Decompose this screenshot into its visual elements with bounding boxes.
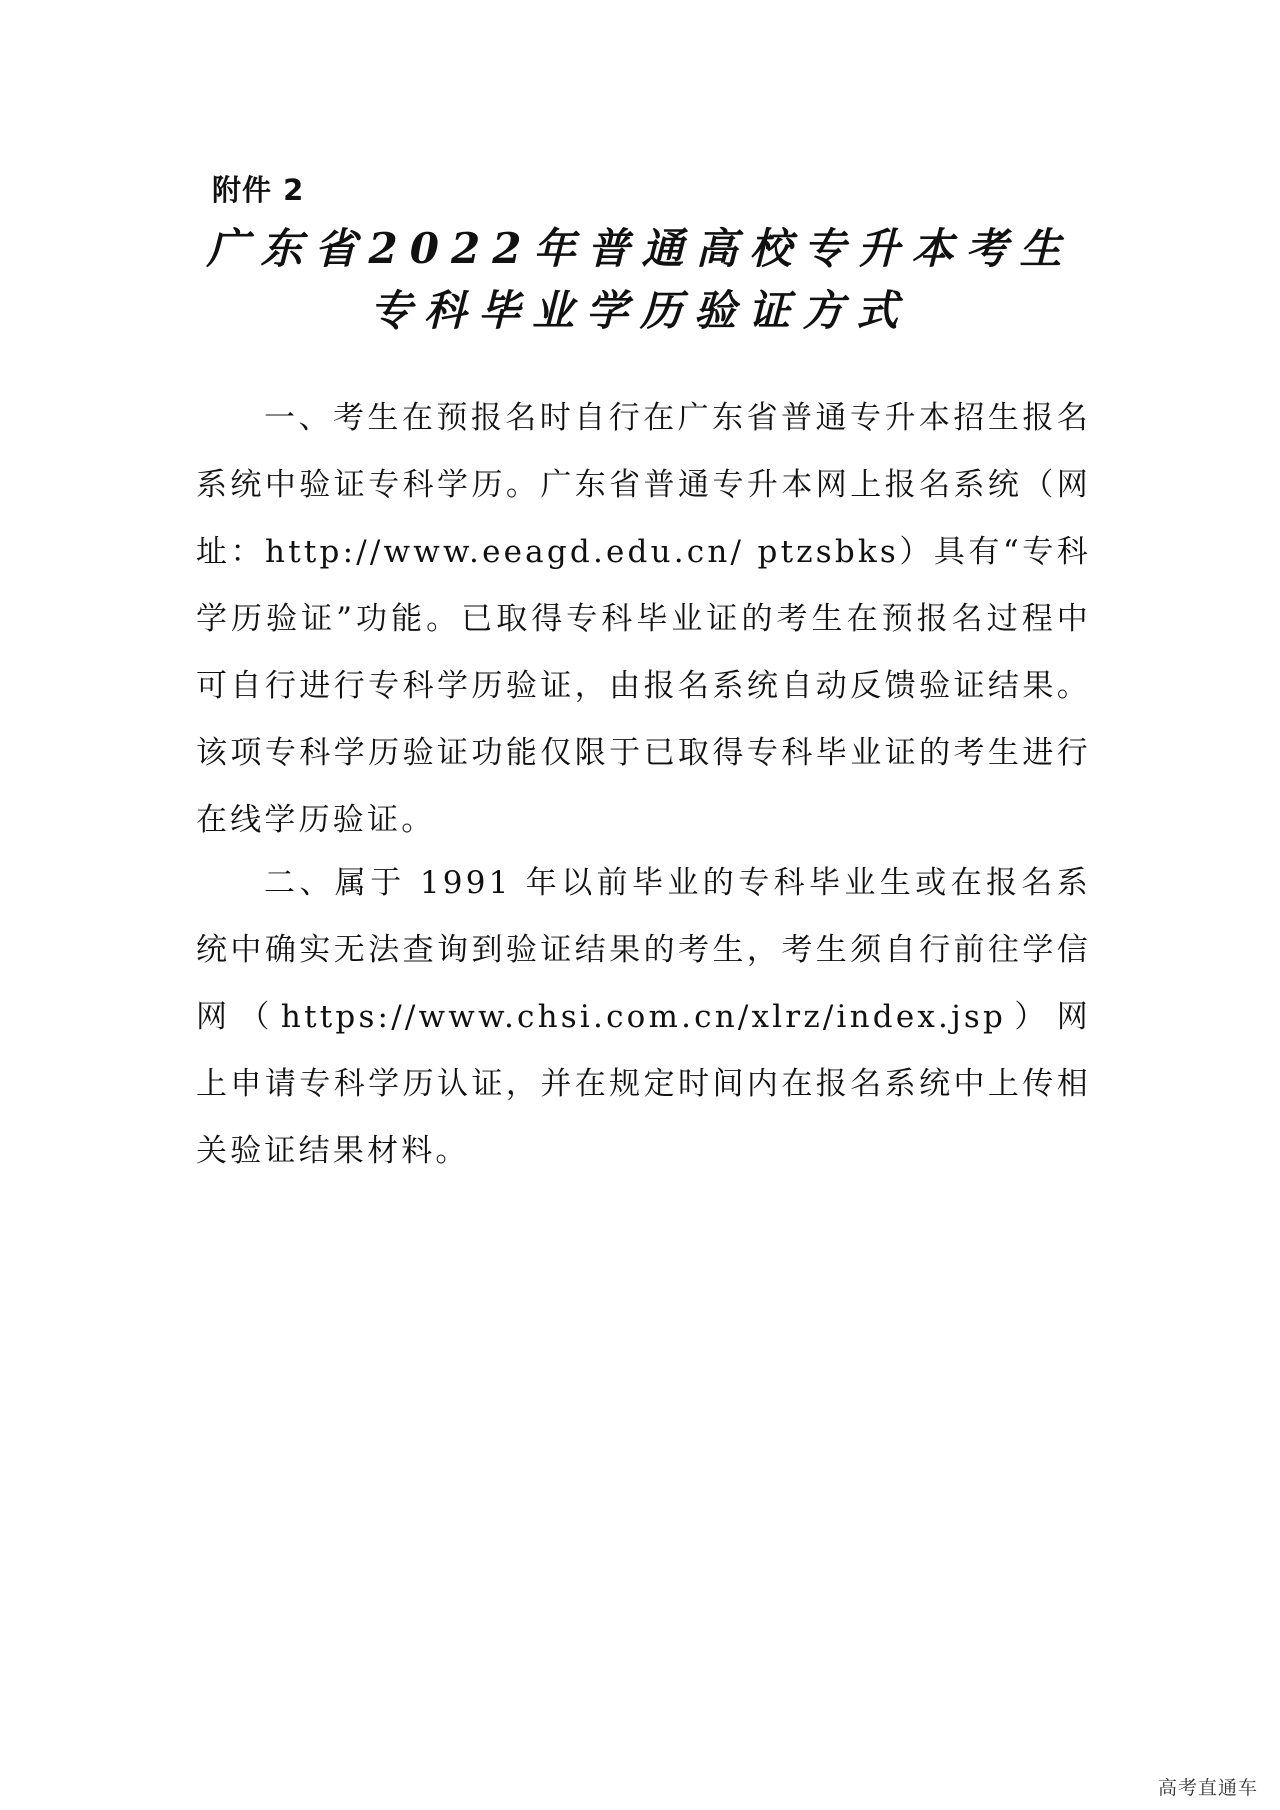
attachment-label: 附件 2 — [212, 173, 305, 207]
title-line-2: 专科毕业学历验证方式 — [369, 286, 910, 335]
title-line-1: 广东省2022年普通高校专升本考生 — [206, 224, 1074, 273]
document-title — [180, 218, 1100, 342]
paragraph-1: 一、考生在预报名时自行在广东省普通专升本招生报名系统中验证专科学历。广东省普通专升本网上报名系统（网址：http://www.eeagd.edu.cn/ ptzsbks）具有“专科学历验证”功能。已取得专科毕业证的考生在预报名过程中可自行进行专科学历验证，由报名系统自动反馈验证结果。该项专科学历验证功能仅限于已取得专科毕业证的考生进行在线学历验证。 — [196, 400, 1091, 838]
watermark: 高考直通车 — [1157, 1777, 1258, 1799]
paragraph-2: 二、属于 1991 年以前毕业的专科毕业生或在报名系统中确实无法查询到验证结果的考生，考生须自行前往学信网（https://www.chsi.com.cn/xlrz/index.jsp）网上申请专科学历认证，并在规定时间内在报名系统中上传相关验证结果材料。 — [196, 865, 1091, 1169]
